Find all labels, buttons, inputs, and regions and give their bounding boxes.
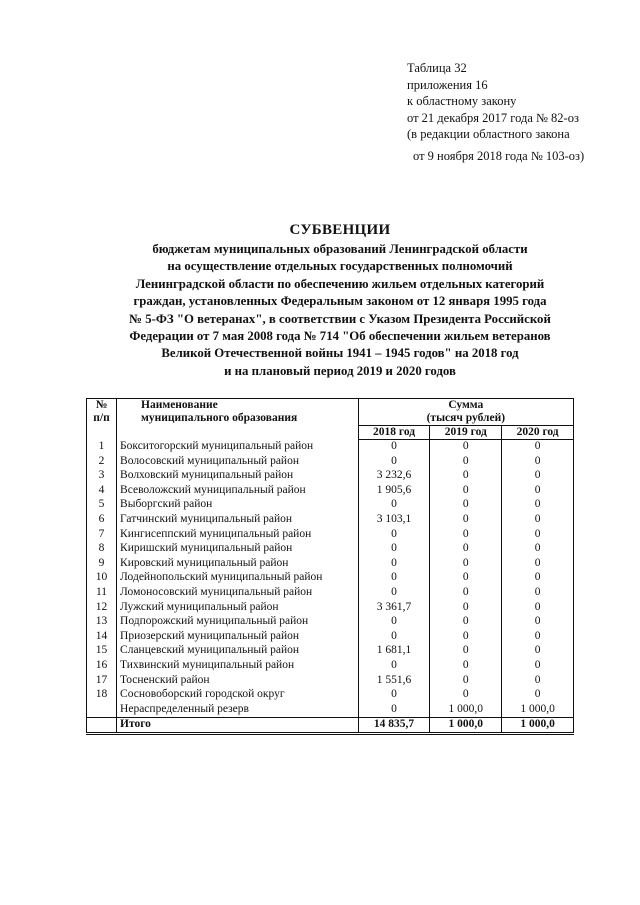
row-num: 12 — [87, 601, 117, 616]
total-2019: 1 000,0 — [430, 718, 502, 734]
total-2018: 14 835,7 — [358, 718, 430, 734]
row-num: 8 — [87, 542, 117, 557]
value-2018: 0 — [358, 615, 430, 630]
value-2018: 3 103,1 — [358, 513, 430, 528]
row-num: 9 — [87, 557, 117, 572]
municipality-name: Кировский муниципальный район — [117, 557, 359, 572]
header-name-line2: муниципального образования — [141, 412, 298, 424]
value-2018: 0 — [358, 455, 430, 470]
municipality-name: Лодейнопольский муниципальный район — [117, 571, 359, 586]
table-row — [87, 455, 574, 470]
value-2020: 0 — [502, 542, 574, 557]
row-num — [87, 703, 117, 718]
municipality-name: Приозерский муниципальный район — [117, 630, 359, 645]
value-2019: 0 — [430, 644, 502, 659]
value-2020: 0 — [502, 688, 574, 703]
table-ref: Таблица 32 — [407, 61, 467, 75]
law-date: от 21 декабря 2017 года № 82-оз — [407, 110, 579, 125]
value-2020: 0 — [502, 601, 574, 616]
subtitle-line: на осуществление отдельных государственных полномочий — [167, 259, 513, 274]
value-2020: 0 — [502, 659, 574, 674]
subtitle-line: № 5-ФЗ "О ветеранах", в соответствии с Указом Президента Российской — [129, 311, 551, 326]
municipality-name: Всеволожский муниципальный район — [117, 484, 359, 499]
value-2020: 0 — [502, 557, 574, 572]
table-row — [87, 674, 574, 689]
subtitle-line: Федерации от 7 мая 2008 года № 714 "Об обеспечении жильем ветеранов — [129, 329, 551, 344]
municipality-name: Нераспределенный резерв — [117, 703, 359, 718]
value-2018: 0 — [358, 586, 430, 601]
document-subtitle — [60, 241, 620, 380]
value-2019: 0 — [430, 484, 502, 499]
subtitle-line: Великой Отечественной войны 1941 – 1945 годов" на 2018 год — [161, 346, 519, 361]
value-2019: 0 — [430, 498, 502, 513]
value-2020: 0 — [502, 615, 574, 630]
value-2018: 0 — [358, 542, 430, 557]
municipality-name: Ломоносовский муниципальный район — [117, 586, 359, 601]
value-2020: 0 — [502, 644, 574, 659]
value-2019: 0 — [430, 674, 502, 689]
row-num: 6 — [87, 513, 117, 528]
value-2019: 0 — [430, 571, 502, 586]
row-num: 1 — [87, 440, 117, 455]
municipality-name: Волосовский муниципальный район — [117, 455, 359, 470]
value-2020: 0 — [502, 469, 574, 484]
header-year-2019: 2019 год — [430, 426, 502, 440]
value-2019: 0 — [430, 659, 502, 674]
row-num: 17 — [87, 674, 117, 689]
value-2018: 0 — [358, 528, 430, 543]
header-num-line2: п/п — [93, 412, 110, 424]
row-num: 11 — [87, 586, 117, 601]
total-label: Итого — [117, 718, 359, 734]
value-2020: 1 000,0 — [502, 703, 574, 718]
value-2020: 0 — [502, 455, 574, 470]
value-2018: 1 551,6 — [358, 674, 430, 689]
table-row — [87, 571, 574, 586]
law-ref: к областному закону — [407, 94, 517, 108]
row-num: 14 — [87, 630, 117, 645]
row-num: 7 — [87, 528, 117, 543]
row-num: 18 — [87, 688, 117, 703]
value-2019: 0 — [430, 557, 502, 572]
subtitle-line: и на плановый период 2019 и 2020 годов — [224, 363, 456, 378]
value-2019: 0 — [430, 469, 502, 484]
table-row — [87, 513, 574, 528]
header-year-2018: 2018 год — [358, 426, 430, 440]
document-title: СУБВЕНЦИИ — [289, 222, 391, 238]
municipality-name: Лужский муниципальный район — [117, 601, 359, 616]
header-name — [117, 399, 359, 440]
header-num-line1: № — [95, 399, 108, 411]
value-2018: 0 — [358, 498, 430, 513]
row-num: 10 — [87, 571, 117, 586]
table-row — [87, 557, 574, 572]
table-row — [87, 484, 574, 499]
row-num: 16 — [87, 659, 117, 674]
row-num: 3 — [87, 469, 117, 484]
municipality-name: Бокситогорский муниципальный район — [117, 440, 359, 455]
value-2020: 0 — [502, 571, 574, 586]
subventions-table — [86, 398, 574, 735]
municipality-name: Сланцевский муниципальный район — [117, 644, 359, 659]
value-2020: 0 — [502, 484, 574, 499]
table-row — [87, 498, 574, 513]
total-row — [87, 718, 574, 734]
value-2018: 3 361,7 — [358, 601, 430, 616]
table-row — [87, 528, 574, 543]
table-body — [87, 440, 574, 718]
municipality-name: Тосненский район — [117, 674, 359, 689]
value-2018: 1 681,1 — [358, 644, 430, 659]
value-2018: 0 — [358, 557, 430, 572]
edition-date: от 9 ноября 2018 года № 103-оз) — [413, 148, 585, 163]
table-row — [87, 469, 574, 484]
header-year-2020: 2020 год — [502, 426, 574, 440]
total-2020: 1 000,0 — [502, 718, 574, 734]
table-row — [87, 688, 574, 703]
header-sum — [358, 399, 573, 426]
value-2019: 0 — [430, 615, 502, 630]
municipality-name: Волховский муниципальный район — [117, 469, 359, 484]
total-num-cell — [87, 718, 117, 734]
value-2018: 0 — [358, 688, 430, 703]
table-row — [87, 586, 574, 601]
value-2019: 0 — [430, 440, 502, 455]
value-2018: 0 — [358, 440, 430, 455]
table-row — [87, 703, 574, 718]
value-2018: 0 — [358, 659, 430, 674]
municipality-name: Сосновоборский городской округ — [117, 688, 359, 703]
municipality-name: Гатчинский муниципальный район — [117, 513, 359, 528]
row-num: 15 — [87, 644, 117, 659]
row-num: 2 — [87, 455, 117, 470]
table-row — [87, 659, 574, 674]
header-sum-line1: Сумма — [448, 399, 484, 411]
subtitle-line: бюджетам муниципальных образований Ленинградской области — [152, 242, 528, 256]
value-2020: 0 — [502, 440, 574, 455]
value-2020: 0 — [502, 674, 574, 689]
table-row — [87, 601, 574, 616]
municipality-name: Выборгский район — [117, 498, 359, 513]
value-2019: 1 000,0 — [430, 703, 502, 718]
value-2019: 0 — [430, 601, 502, 616]
edition-note: (в редакции областного закона — [407, 127, 570, 141]
title-block — [60, 221, 620, 380]
table-row — [87, 615, 574, 630]
value-2018: 0 — [358, 571, 430, 586]
municipality-name: Кингисеппский муниципальный район — [117, 528, 359, 543]
header-note — [407, 60, 584, 164]
table-row — [87, 542, 574, 557]
value-2019: 0 — [430, 542, 502, 557]
value-2019: 0 — [430, 513, 502, 528]
value-2020: 0 — [502, 586, 574, 601]
value-2018: 1 905,6 — [358, 484, 430, 499]
municipality-name: Киришский муниципальный район — [117, 542, 359, 557]
value-2018: 0 — [358, 630, 430, 645]
row-num: 4 — [87, 484, 117, 499]
value-2019: 0 — [430, 528, 502, 543]
value-2020: 0 — [502, 528, 574, 543]
row-num: 5 — [87, 498, 117, 513]
header-sum-line2: (тысяч рублей) — [426, 412, 506, 424]
value-2018: 3 232,6 — [358, 469, 430, 484]
value-2018: 0 — [358, 703, 430, 718]
table-row — [87, 644, 574, 659]
header-num — [87, 399, 117, 440]
value-2020: 0 — [502, 498, 574, 513]
row-num: 13 — [87, 615, 117, 630]
appendix-ref: приложения 16 — [407, 77, 488, 92]
value-2020: 0 — [502, 513, 574, 528]
municipality-name: Тихвинский муниципальный район — [117, 659, 359, 674]
value-2019: 0 — [430, 630, 502, 645]
value-2019: 0 — [430, 586, 502, 601]
table-row — [87, 440, 574, 455]
value-2020: 0 — [502, 630, 574, 645]
value-2019: 0 — [430, 455, 502, 470]
header-name-line1: Наименование — [141, 399, 218, 411]
subtitle-line: граждан, установленных Федеральным законом от 12 января 1995 года — [133, 294, 547, 309]
municipality-name: Подпорожский муниципальный район — [117, 615, 359, 630]
subtitle-line: Ленинградской области по обеспечению жильем отдельных категорий — [135, 276, 545, 291]
value-2019: 0 — [430, 688, 502, 703]
table-row — [87, 630, 574, 645]
